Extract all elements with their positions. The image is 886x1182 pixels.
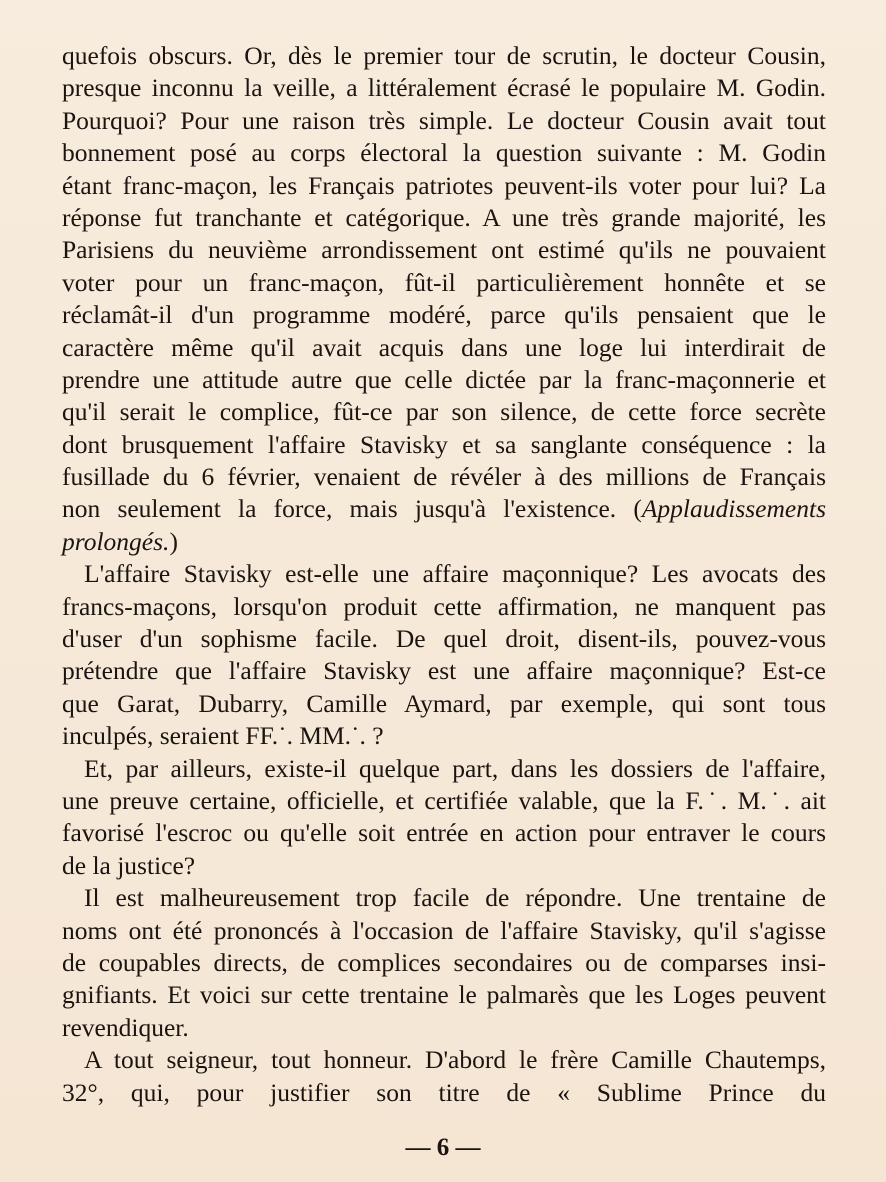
text-line — [62, 396, 826, 428]
line-text: prendre une attitude autre que celle dictée par la franc-maçonnerie et — [62, 364, 826, 394]
text-line — [62, 1077, 826, 1109]
line-text: dont brusquement l'affaire Stavisky et sa sanglante conséquence : la — [62, 429, 826, 459]
line-text: inculpés, seraient FF.˙. MM.˙. ? — [62, 721, 384, 751]
text-line — [62, 753, 826, 785]
line-tail: ) — [169, 526, 178, 556]
line-text: L'affaire Stavisky est-elle une affaire maçonnique? Les avocats des — [84, 559, 826, 589]
line-text: noms ont été prononcés à l'occasion de l'affaire Stavisky, qu'il s'agisse — [62, 915, 826, 945]
line-text: non seulement la force, mais jusqu'à l'existence. ( — [62, 494, 642, 524]
line-text: Et, par ailleurs, existe-il quelque part, dans les dossiers de l'affaire, — [84, 753, 826, 783]
line-text: favorisé l'escroc ou qu'elle soit entrée en action pour entraver le cours — [62, 818, 826, 848]
line-text: étant franc-maçon, les Français patriotes peuvent-ils voter pour lui? La — [62, 170, 826, 200]
text-line — [62, 234, 826, 266]
line-text: francs-maçons, lorsqu'on produit cette affirmation, ne manquent pas — [62, 591, 826, 621]
line-text: Pourquoi? Pour une raison très simple. Le docteur Cousin avait tout — [62, 105, 826, 135]
line-text: de la justice? — [62, 850, 196, 880]
line-text: qu'il serait le complice, fût-ce par son silence, de cette force secrète — [62, 397, 826, 427]
text-line — [62, 817, 826, 849]
italic-text: prolongés. — [62, 526, 170, 556]
line-text: que Garat, Dubarry, Camille Aymard, par exemple, qui sont tous — [62, 688, 826, 718]
line-text: revendiquer. — [62, 1012, 189, 1042]
text-line — [62, 558, 826, 590]
text-line — [62, 591, 826, 623]
text-line — [62, 720, 826, 752]
text-line — [62, 947, 826, 979]
text-line — [62, 461, 826, 493]
body-text — [62, 40, 826, 1109]
text-line — [62, 137, 826, 169]
text-line — [62, 979, 826, 1011]
text-line — [62, 202, 826, 234]
line-text: caractère même qu'il avait acquis dans une loge lui interdirait de — [62, 332, 826, 362]
text-line — [62, 915, 826, 947]
line-text: une preuve certaine, officielle, et certifiée valable, que la F.˙. M.˙. ait — [62, 785, 826, 815]
line-text: A tout seigneur, tout honneur. D'abord le frère Camille Chautemps, — [84, 1045, 826, 1075]
text-line — [62, 623, 826, 655]
text-line — [62, 267, 826, 299]
line-text: d'user d'un sophisme facile. De quel droit, disent-ils, pouvez-vous — [62, 624, 826, 654]
line-text: gnifiants. Et voici sur cette trentaine le palmarès que les Loges peuvent — [62, 980, 826, 1010]
text-line — [62, 493, 826, 525]
text-line — [62, 785, 826, 817]
text-line — [62, 429, 826, 461]
text-line — [62, 688, 826, 720]
text-line — [62, 526, 826, 558]
text-line — [62, 170, 826, 202]
line-text: réclamât-il d'un programme modéré, parce qu'ils pensaient que le — [62, 300, 826, 330]
text-line — [62, 655, 826, 687]
line-text: fusillade du 6 février, venaient de révéler à des millions de Français — [62, 462, 826, 492]
text-line — [62, 1044, 826, 1076]
line-text: de coupables directs, de complices secondaires ou de comparses insi- — [62, 947, 826, 977]
text-line — [62, 105, 826, 137]
italic-text: Applaudissements — [641, 494, 826, 524]
text-line — [62, 72, 826, 104]
line-text: prétendre que l'affaire Stavisky est une affaire maçonnique? Est-ce — [62, 656, 826, 686]
line-text: réponse fut tranchante et catégorique. A une très grande majorité, les — [62, 202, 826, 232]
text-line — [62, 1012, 826, 1044]
line-text: Il est malheureusement trop facile de répondre. Une trentaine de — [84, 883, 826, 913]
text-line — [62, 40, 826, 72]
text-line — [62, 882, 826, 914]
line-text: presque inconnu la veille, a littéralement écrasé le populaire M. Godin. — [62, 73, 826, 103]
line-text: voter pour un franc-maçon, fût-il particulièrement honnête et se — [62, 267, 826, 297]
line-text: quefois obscurs. Or, dès le premier tour de scrutin, le docteur Cousin, — [62, 41, 826, 70]
line-text: Parisiens du neuvième arrondissement ont estimé qu'ils ne pouvaient — [62, 235, 826, 265]
line-text: 32°, qui, pour justifier son titre de « Sublime Prince du — [62, 1077, 826, 1107]
text-line — [62, 299, 826, 331]
text-line — [62, 332, 826, 364]
page-number: — 6 — — [405, 1134, 481, 1161]
text-line — [62, 364, 826, 396]
text-line — [62, 850, 826, 882]
line-text: bonnement posé au corps électoral la question suivante : M. Godin — [62, 138, 826, 168]
